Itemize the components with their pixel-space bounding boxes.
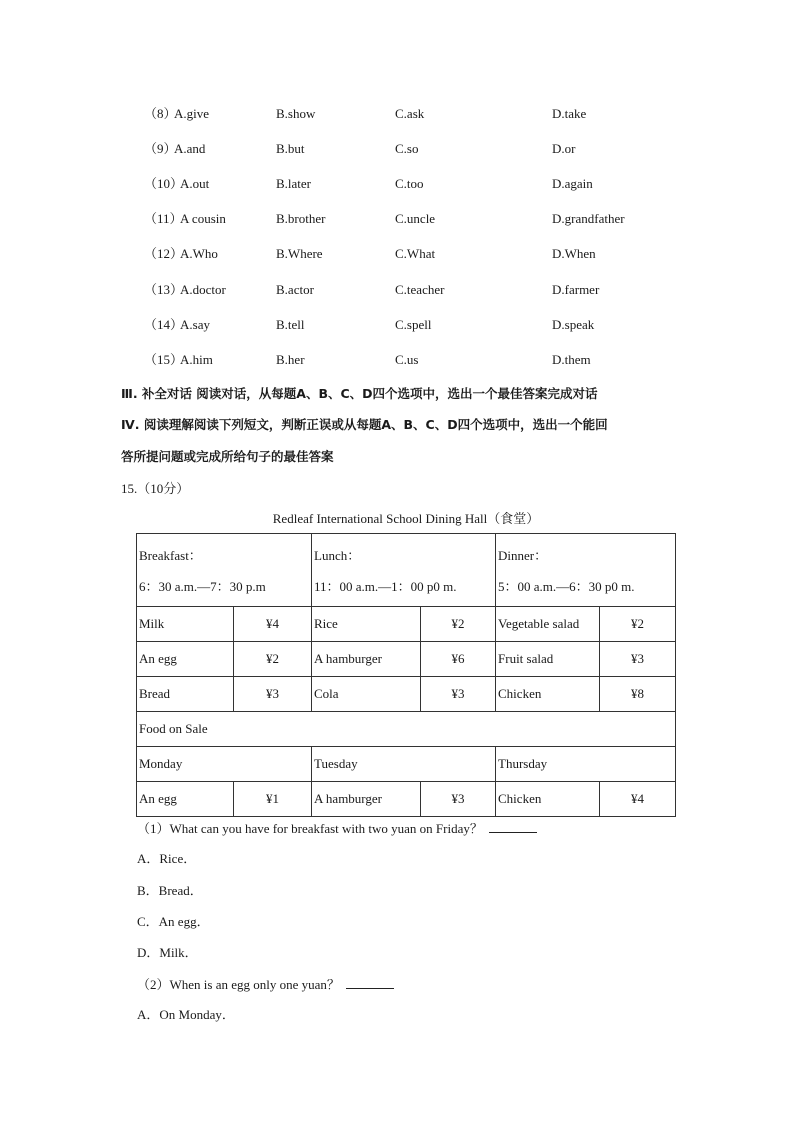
meal-name: Dinner： bbox=[498, 548, 548, 563]
choice-row-11 bbox=[0, 209, 794, 229]
option-c: C.What bbox=[395, 246, 436, 261]
question-1-option-c: C．An egg． bbox=[137, 914, 210, 929]
choice-number: （14） bbox=[144, 317, 184, 332]
sale-day: Tuesday bbox=[312, 747, 496, 782]
option-c: C.us bbox=[395, 352, 419, 367]
food-item: Milk bbox=[137, 607, 234, 642]
food-price: ¥2 bbox=[234, 642, 312, 677]
food-item: A hamburger bbox=[312, 642, 421, 677]
food-item: Rice bbox=[312, 607, 421, 642]
option-a: A.him bbox=[180, 352, 213, 367]
food-item: Bread bbox=[137, 677, 234, 712]
food-item: Vegetable salad bbox=[496, 607, 600, 642]
option-c: C.spell bbox=[395, 317, 432, 332]
option-b: B.her bbox=[276, 352, 305, 367]
sale-days-row bbox=[137, 747, 676, 782]
choice-number: （11） bbox=[144, 211, 183, 226]
question-1-option-d: D．Milk． bbox=[137, 945, 198, 960]
answer-blank[interactable] bbox=[346, 974, 394, 989]
option-d: D.grandfather bbox=[552, 211, 625, 226]
food-price: ¥3 bbox=[600, 642, 676, 677]
option-d: D.When bbox=[552, 246, 596, 261]
option-a: A.out bbox=[180, 176, 210, 191]
food-price: ¥4 bbox=[234, 607, 312, 642]
option-b: B.later bbox=[276, 176, 312, 191]
question-1-option-b: B．Bread． bbox=[137, 883, 203, 898]
food-item: An egg bbox=[137, 642, 234, 677]
food-item: Cola bbox=[312, 677, 421, 712]
sale-price: ¥3 bbox=[421, 782, 496, 817]
choice-row-12 bbox=[0, 244, 794, 264]
sale-day: Monday bbox=[137, 747, 312, 782]
sale-day: Thursday bbox=[496, 747, 676, 782]
option-b: B.but bbox=[276, 141, 305, 156]
food-item: Chicken bbox=[496, 677, 600, 712]
question-2 bbox=[137, 974, 394, 995]
sale-items-row bbox=[137, 782, 676, 817]
choice-row-10 bbox=[0, 174, 794, 194]
table-row bbox=[137, 607, 676, 642]
option-b: B.Where bbox=[276, 246, 323, 261]
option-a: A.Who bbox=[180, 246, 218, 261]
lunch-cell bbox=[312, 534, 496, 607]
section-3-heading: Ⅲ. 补全对话 阅读对话，从每题A、B、C、D四个选项中，选出一个最佳答案完成对话 bbox=[121, 386, 598, 401]
choice-number: （15） bbox=[144, 352, 184, 367]
option-d: D.take bbox=[552, 106, 587, 121]
table-row bbox=[137, 642, 676, 677]
choice-number: （9） bbox=[144, 141, 177, 156]
food-item: Fruit salad bbox=[496, 642, 600, 677]
option-d: D.again bbox=[552, 176, 593, 191]
food-price: ¥3 bbox=[421, 677, 496, 712]
option-a: A.give bbox=[174, 106, 210, 121]
food-on-sale-label: Food on Sale bbox=[137, 712, 676, 747]
option-c: C.so bbox=[395, 141, 419, 156]
choice-number: （13） bbox=[144, 282, 184, 297]
section-4-heading: Ⅳ. 阅读理解阅读下列短文，判断正误或从每题A、B、C、D四个选项中，选出一个能回 bbox=[121, 417, 608, 432]
question-1-option-a: A．Rice． bbox=[137, 851, 197, 866]
meal-time: 5：00 a.m.—6：30 p0 m. bbox=[498, 579, 635, 594]
option-d: D.them bbox=[552, 352, 591, 367]
food-price: ¥2 bbox=[421, 607, 496, 642]
meal-times-row bbox=[137, 534, 676, 607]
sale-label-row bbox=[137, 712, 676, 747]
option-c: C.too bbox=[395, 176, 424, 191]
sale-item: Chicken bbox=[496, 782, 600, 817]
option-a: A cousin bbox=[180, 211, 226, 226]
choice-row-13 bbox=[0, 280, 794, 300]
choice-number: （10） bbox=[144, 176, 184, 191]
food-price: ¥8 bbox=[600, 677, 676, 712]
question-2-option-a: A．On Monday． bbox=[137, 1007, 235, 1022]
dinner-cell bbox=[496, 534, 676, 607]
option-c: C.ask bbox=[395, 106, 425, 121]
option-b: B.tell bbox=[276, 317, 305, 332]
question-1 bbox=[137, 818, 537, 839]
sale-item: A hamburger bbox=[312, 782, 421, 817]
answer-blank[interactable] bbox=[489, 818, 537, 833]
choice-number: （12） bbox=[144, 246, 184, 261]
option-d: D.speak bbox=[552, 317, 595, 332]
meal-time: 6：30 a.m.—7：30 p.m bbox=[139, 579, 266, 594]
option-c: C.uncle bbox=[395, 211, 436, 226]
table-title: Redleaf International School Dining Hall（食堂） bbox=[272, 511, 540, 526]
option-c: C.teacher bbox=[395, 282, 445, 297]
food-price: ¥3 bbox=[234, 677, 312, 712]
table-row bbox=[137, 677, 676, 712]
option-d: D.or bbox=[552, 141, 576, 156]
meal-name: Lunch： bbox=[314, 548, 361, 563]
sale-price: ¥4 bbox=[600, 782, 676, 817]
option-a: A.say bbox=[180, 317, 210, 332]
food-price: ¥2 bbox=[600, 607, 676, 642]
option-b: B.brother bbox=[276, 211, 326, 226]
meal-time: 11：00 a.m.—1：00 p0 m. bbox=[314, 579, 457, 594]
section-4-heading-continued: 答所提问题或完成所给句子的最佳答案 bbox=[121, 449, 334, 464]
choice-row-14 bbox=[0, 315, 794, 335]
option-b: B.show bbox=[276, 106, 316, 121]
question-text: （2）When is an egg only one yuan？ bbox=[137, 977, 340, 992]
option-a: A.doctor bbox=[180, 282, 226, 297]
meal-name: Breakfast： bbox=[139, 548, 202, 563]
choice-number: （8） bbox=[144, 106, 177, 121]
sale-item: An egg bbox=[137, 782, 234, 817]
choice-row-9 bbox=[0, 139, 794, 159]
dining-hall-table bbox=[136, 533, 676, 817]
option-a: A.and bbox=[174, 141, 206, 156]
choice-row-15 bbox=[0, 350, 794, 370]
question-15-heading: 15.（10分） bbox=[121, 481, 190, 496]
breakfast-cell bbox=[137, 534, 312, 607]
question-text: （1）What can you have for breakfast with two yuan on Friday？ bbox=[137, 821, 483, 836]
option-d: D.farmer bbox=[552, 282, 600, 297]
option-b: B.actor bbox=[276, 282, 314, 297]
sale-price: ¥1 bbox=[234, 782, 312, 817]
food-price: ¥6 bbox=[421, 642, 496, 677]
choice-row-8 bbox=[0, 104, 794, 124]
